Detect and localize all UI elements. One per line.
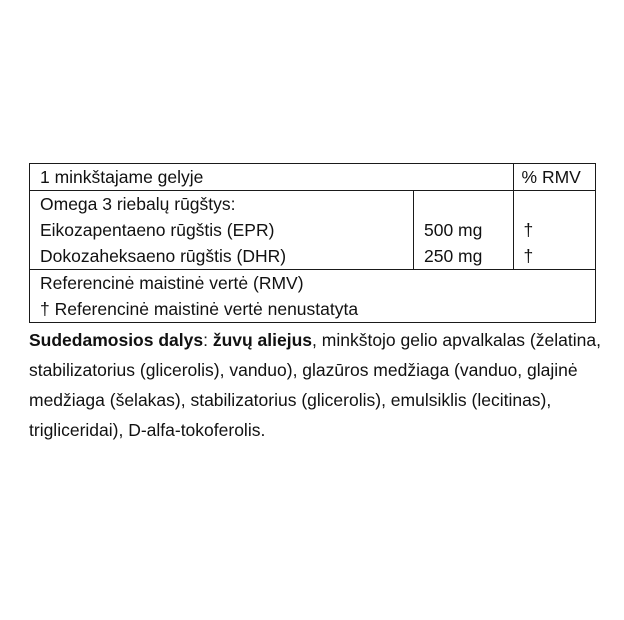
ingredients-text xyxy=(29,325,609,445)
nutrient-name-dhr: Dokozaheksaeno rūgštis (DHR) xyxy=(40,246,287,266)
nutrient-rows xyxy=(30,191,596,270)
nutrient-amount-dhr: 250 mg xyxy=(424,246,483,266)
footnote-rmv-definition: Referencinė maistinė vertė (RMV) xyxy=(40,273,304,293)
serving-size-label: 1 minkštajame gelyje xyxy=(30,164,514,191)
nutrition-table xyxy=(29,163,596,323)
ingredients-list: , minkštojo gelio apvalkalas (želatina, stabilizatorius (glicerolis), vanduo), glazūros medžiaga (vanduo, glajinė medžiaga (šelakas), stabilizatorius (glicerolis), emulsiklis (lecitinas), trigliceridai), D-alfa-tokoferolis. xyxy=(29,330,601,440)
ingredients-main: žuvų aliejus xyxy=(212,330,313,350)
nutrient-amounts-cell xyxy=(414,191,514,270)
ingredients-separator: : xyxy=(203,330,213,350)
footnote-dagger: † Referencinė maistinė vertė nenustatyta xyxy=(40,299,359,319)
amount-spacer xyxy=(424,191,513,217)
footnotes-cell xyxy=(30,270,596,323)
nutrient-names-cell xyxy=(30,191,414,270)
nutrient-rmv-epr: † xyxy=(523,220,534,240)
nutrient-name-epr: Eikozapentaeno rūgštis (EPR) xyxy=(40,220,275,240)
rmv-column-header: % RMV xyxy=(513,164,595,191)
rmv-spacer xyxy=(524,191,595,217)
table-header-row xyxy=(30,164,596,191)
omega3-group-label: Omega 3 riebalų rūgštys: xyxy=(40,194,236,214)
nutrient-rmv-dhr: † xyxy=(523,246,534,266)
nutrition-panel xyxy=(29,163,601,445)
nutrient-rmv-cell xyxy=(513,191,595,270)
footnote-row xyxy=(30,270,596,323)
nutrient-amount-epr: 500 mg xyxy=(424,220,483,240)
ingredients-label: Sudedamosios dalys xyxy=(29,330,204,350)
